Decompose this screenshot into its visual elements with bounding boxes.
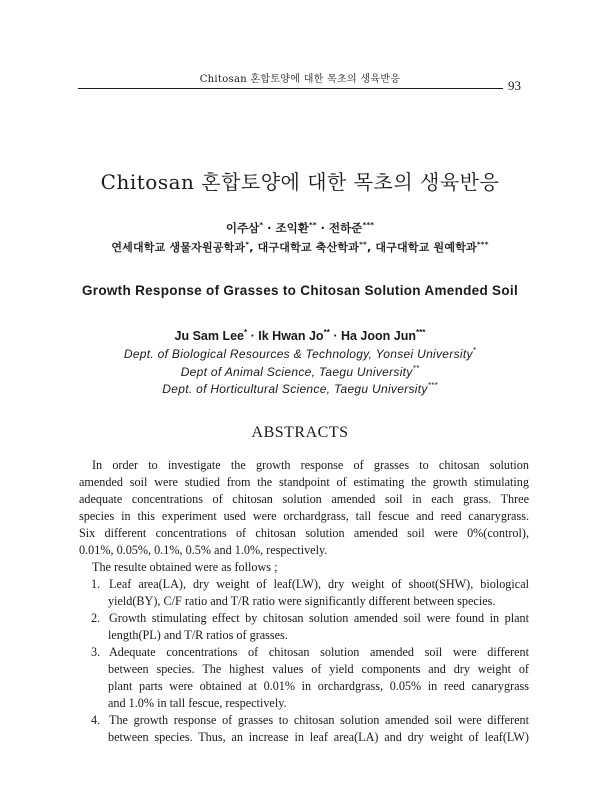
author-2-korean: 조익환: [275, 221, 309, 235]
abstract-line: adequate concentrations of chitosan solution amended soil in each grass. Three: [79, 492, 529, 506]
author-separator: ·: [316, 221, 330, 235]
result-item-text: Adequate concentrations of chitosan solution amended soil were different: [109, 645, 529, 659]
affiliation-separator: ,: [366, 241, 376, 254]
authors-english: [0, 329, 600, 343]
affiliation-english: [0, 347, 600, 361]
abstract-line: 0.01%, 0.05%, 0.1%, 0.5% and 1.0%, respectively.: [79, 543, 328, 557]
abstract-line: species in this experiment used were orchardgrass, tall fescue and reed canarygrass.: [79, 509, 529, 523]
affiliation-english: [0, 382, 600, 396]
affiliations-korean: [0, 239, 600, 255]
result-item: [91, 576, 529, 593]
author-separator: ·: [263, 221, 276, 235]
author-2-mark: **: [308, 220, 317, 230]
author-3-korean: 전하준: [329, 221, 363, 235]
author-3-english: Ha Joon Jun: [340, 329, 416, 343]
result-item-continuation: plant parts were obtained at 0.01% in orchardgrass, 0.05% in reed canarygrass: [108, 679, 529, 693]
abstract-line: In order to investigate the growth response of grasses to chitosan solution: [92, 458, 529, 472]
affiliation-english-mark: **: [412, 364, 420, 373]
abstract-line: Six different concentrations of chitosan solution amended soil were 0%(control),: [79, 526, 529, 540]
author-3-mark: ***: [416, 327, 426, 337]
affiliation-1-korean: 연세대학교 생물자원공학과: [111, 241, 246, 254]
paper-title-english: Growth Response of Grasses to Chitosan Solution Amended Soil: [81, 283, 519, 298]
affiliation-1-mark: *: [245, 239, 250, 249]
result-item-continuation: and 1.0% in tall fescue, respectively.: [108, 696, 287, 710]
result-item-continuation: between species. The highest values of yield components and dry weight of: [108, 662, 529, 676]
affiliation-english-text: Dept. of Biological Resources & Technology, Yonsei University: [123, 347, 473, 361]
author-1-mark: *: [259, 220, 264, 230]
running-head: Chitosan 혼합토양에 대한 목초의 생육반응: [199, 74, 401, 85]
result-item: [91, 610, 529, 627]
author-2-mark: **: [323, 327, 330, 337]
affiliation-3-korean: 대구대학교 원예학과: [375, 241, 477, 254]
paper-title-korean: Chitosan 혼합토양에 대한 목초의 생육반응: [100, 170, 500, 194]
result-item-continuation: between species. Thus, an increase in leaf area(LA) and dry weight of leaf(LW): [108, 730, 529, 744]
abstract-line: amended soil were studied from the standpoint of estimating the growth stimulating: [79, 475, 529, 489]
author-1-english: Ju Sam Lee: [174, 329, 244, 343]
header-rule: [78, 88, 503, 89]
affiliation-3-mark: ***: [476, 239, 489, 249]
result-item-number: 3.: [91, 645, 101, 659]
author-1-mark: *: [244, 327, 248, 337]
authors-korean: [0, 220, 600, 236]
affiliation-english-text: Dept. of Horticultural Science, Taegu University: [162, 382, 428, 396]
page-number: 93: [508, 78, 521, 93]
author-2-english: Ik Hwan Jo: [258, 329, 324, 343]
affiliation-english-text: Dept of Animal Science, Taegu University: [180, 365, 413, 379]
affiliation-separator: ,: [249, 241, 258, 254]
affiliation-english-mark: ***: [427, 381, 438, 390]
affiliation-english: [0, 365, 600, 379]
result-item-number: 2.: [91, 611, 101, 625]
result-item-text: Leaf area(LA), dry weight of leaf(LW), dry weight of shoot(SHW), biological: [109, 577, 529, 591]
author-3-mark: ***: [362, 220, 375, 230]
author-separator: ·: [329, 329, 341, 343]
author-separator: ·: [247, 329, 259, 343]
result-item-text: The growth response of grasses to chitosan solution amended soil were different: [109, 713, 529, 727]
result-item-number: 1.: [91, 577, 101, 591]
result-item: [91, 712, 529, 729]
result-item-text: Growth stimulating effect by chitosan solution amended soil were found in plant: [109, 611, 529, 625]
affiliation-english-mark: *: [472, 346, 477, 355]
result-item-continuation: yield(BY), C/F ratio and T/R ratio were significantly different between species.: [108, 594, 496, 608]
result-item-continuation: length(PL) and T/R ratios of grasses.: [108, 628, 288, 642]
affiliation-2-mark: **: [359, 239, 367, 249]
author-1-korean: 이주삼: [225, 221, 260, 235]
abstract-heading: ABSTRACTS: [251, 424, 349, 441]
result-item-number: 4.: [91, 713, 101, 727]
affiliation-2-korean: 대구대학교 축산학과: [257, 241, 360, 254]
result-item: [91, 644, 529, 661]
results-intro: The resulte obtained were as follows ;: [92, 560, 278, 574]
